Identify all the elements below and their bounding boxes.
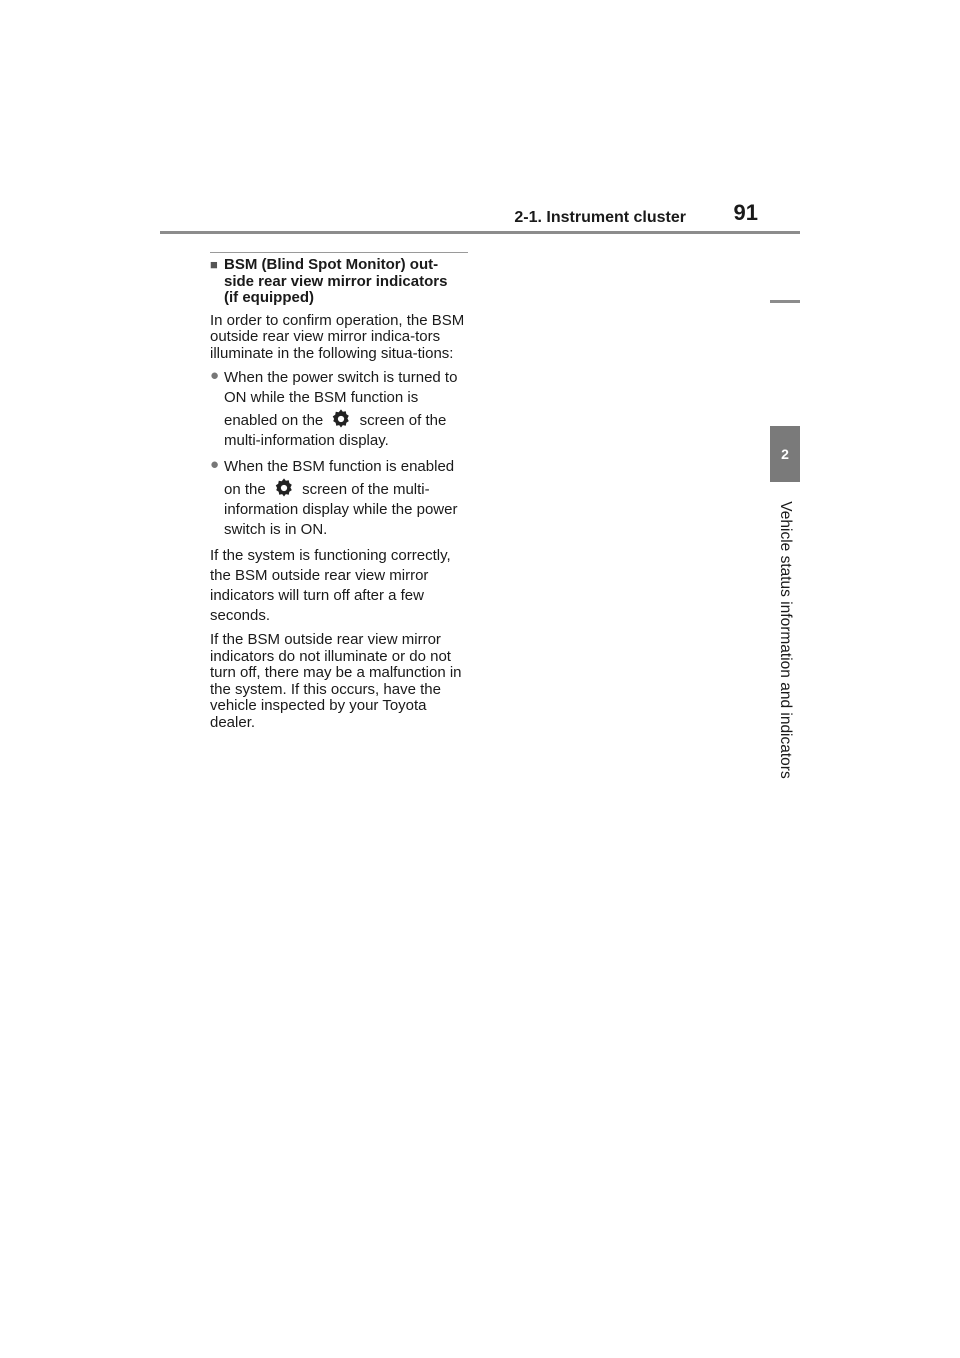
list-item	[210, 457, 468, 540]
section-heading	[210, 257, 468, 307]
bullet-text-before-icon: When the BSM function is enabled on the	[224, 458, 455, 498]
heading-line-1: BSM (Blind Spot Monitor) out-	[224, 256, 439, 273]
bullet-dot-icon: ●	[210, 367, 220, 384]
paragraph-malfunction: If the BSM outside rear view mirror indicators do not illuminate or do not turn off, there may be a malfunction in the system. If this occurs, have the vehicle inspected by your Toyota dealer.	[210, 631, 462, 731]
side-rule-top	[770, 300, 800, 303]
chapter-tab	[770, 426, 800, 482]
square-marker-icon: ■	[210, 257, 218, 272]
heading-line-3: (if equipped)	[224, 289, 314, 306]
gear-icon	[273, 477, 295, 499]
bullet-text-after-icon: screen of the multi-information display.	[224, 412, 447, 449]
bullet-text-after-icon: screen of the multi-information display while the power switch is in ON.	[224, 481, 458, 538]
content-column	[210, 252, 468, 737]
section-title: 2-1. Instrument cluster	[514, 209, 686, 226]
bullet-dot-icon: ●	[210, 456, 220, 473]
chapter-title: Vehicle status information and indicators	[777, 501, 794, 779]
chapter-number: 2	[781, 446, 789, 462]
gear-icon	[330, 408, 352, 430]
intro-paragraph: In order to confirm operation, the BSM outside rear view mirror indica-tors illuminate in the following situa-tions:	[210, 311, 465, 362]
page-number: 91	[733, 200, 758, 225]
bullet-text-before-icon: When the power switch is turned to ON while the BSM function is enabled on the	[224, 369, 458, 429]
page-header	[160, 196, 800, 236]
list-item	[210, 368, 468, 451]
heading-rule	[210, 252, 468, 253]
header-rule	[160, 231, 800, 234]
heading-line-2: side rear view mirror indicators	[224, 272, 448, 290]
paragraph-correct-function: If the system is functioning correctly, the BSM outside rear view mirror indicators will turn off after a few seconds.	[210, 547, 451, 624]
